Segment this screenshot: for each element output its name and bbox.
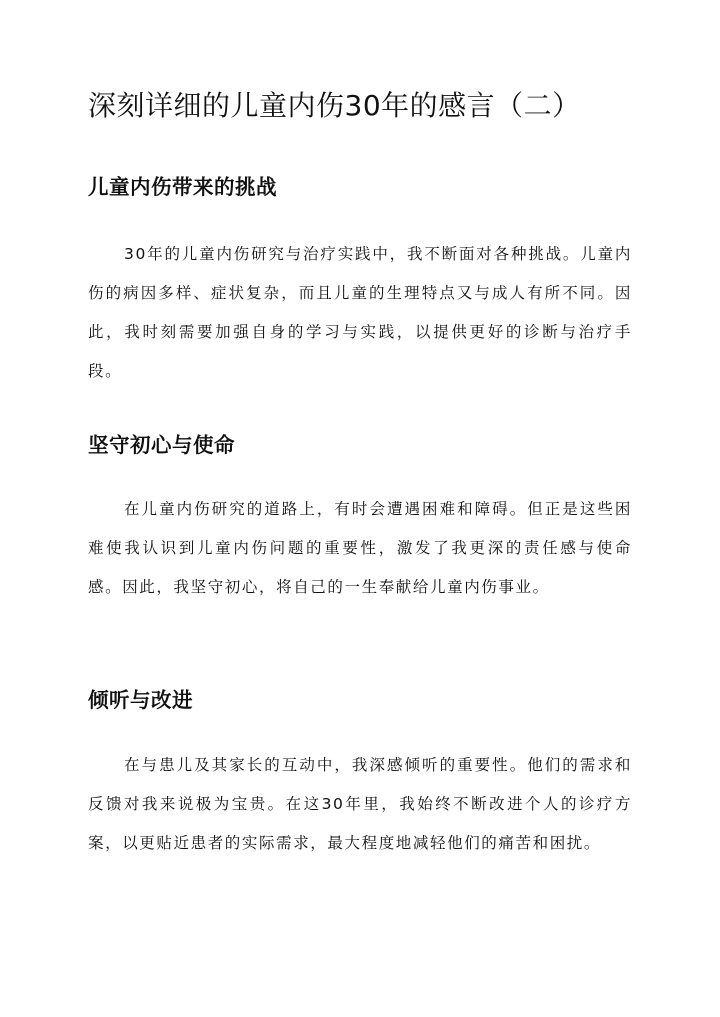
section-paragraph-challenges: 30年的儿童内伤研究与治疗实践中，我不断面对各种挑战。儿童内伤的病因多样、症状复杂，而且儿童的生理特点又与成人有所不同。因此，我时刻需要加强自身的学习与实践，以提供更好的诊断与治疗手段。	[88, 245, 632, 380]
section-paragraph-listening: 在与患儿及其家长的互动中，我深感倾听的重要性。他们的需求和反馈对我来说极为宝贵。在这30年里，我始终不断改进个人的诊疗方案，以更贴近患者的实际需求，最大程度地减轻他们的痛苦和困扰。	[88, 756, 632, 852]
section-paragraph-mission: 在儿童内伤研究的道路上，有时会遭遇困难和障碍。但正是这些困难使我认识到儿童内伤问题的重要性，激发了我更深的责任感与使命感。因此，我坚守初心，将自己的一生奉献给儿童内伤事业。	[88, 500, 632, 596]
section-heading-listening: 倾听与改进	[88, 688, 193, 712]
section-heading-challenges: 儿童内伤带来的挑战	[88, 175, 277, 199]
document-title: 深刻详细的儿童内伤30年的感言（二）	[88, 89, 581, 122]
section-heading-mission: 坚守初心与使命	[88, 433, 235, 457]
